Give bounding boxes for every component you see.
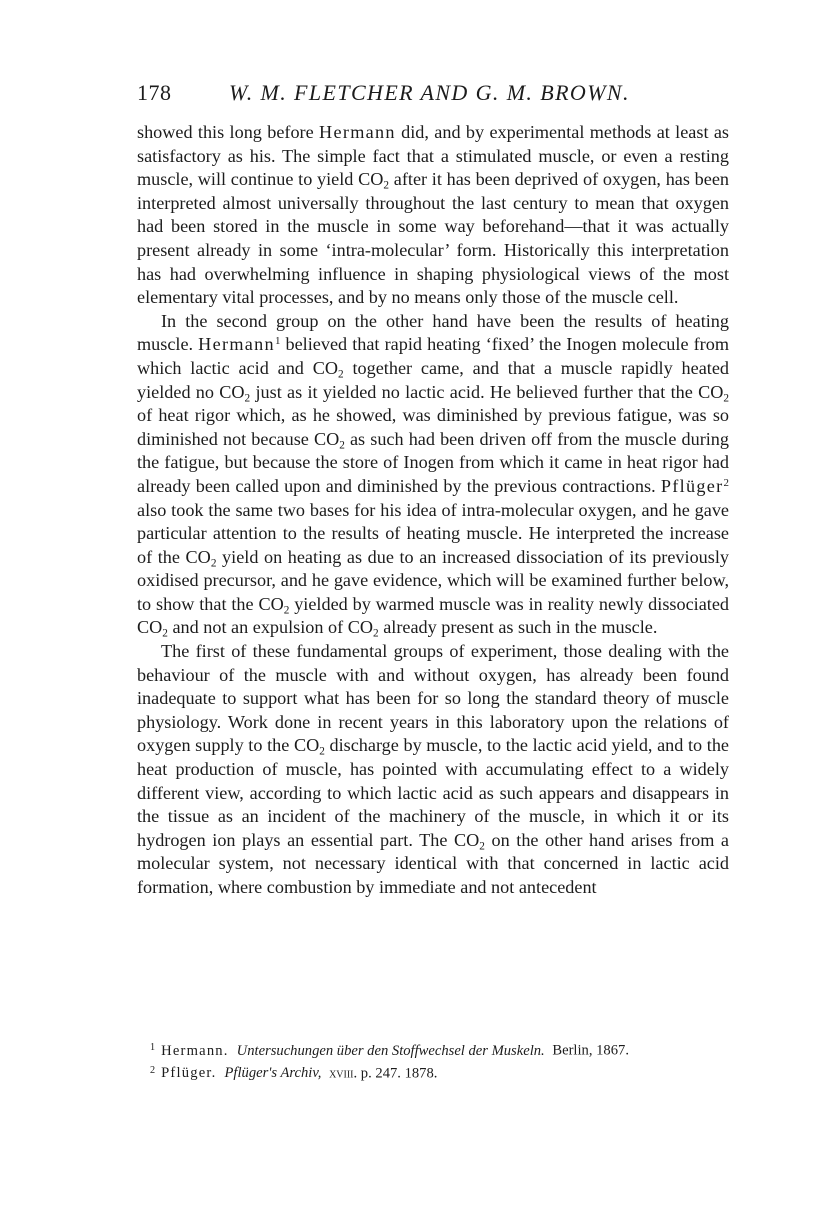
footnote-author: Pflüger. [161,1065,217,1082]
paragraph: showed this long before Hermann did, and by experimental methods at least as satisfactory as his. The simple fact that a stimulated muscle, or even a resting muscle, will continue to yield $CO_2$ after it has been deprived of oxygen, has been interpreted almost universally throughout the last century to mean that oxygen had been stored in the muscle in some way beforehand—that it was actually present already in some ‘intra-molecular’ form. Historically this interpretation has had overwhelming influence in shaping physiological views of the most elementary vital processes, and by no means only those of the muscle cell. [137,122,730,308]
footnote-ref: 2 [723,476,729,489]
footnote [150,1038,730,1061]
footnote-details: . p. 247. 1878. [353,1065,438,1082]
footnote-details: Berlin, 1867. [552,1042,629,1059]
body-text [137,121,729,900]
paragraph: The first of these fundamental groups of experiment, those dealing with the behaviour of the muscle with and without oxygen, has already been found inadequate to support what has been for so long the standard theory of muscle physiology. Work done in recent years in this laboratory upon the relations of oxygen supply to the $CO_2$ discharge by muscle, to the lactic acid yield, and to the heat production of muscle, has pointed with accumulating effect to a widely different view, according to which lactic acid as such appears and disappears in the tissue as an incident of the machinery of the muscle, in which it or its hydrogen ion plays an essential part. The $CO_2$ on the other hand arises from a molecular system, not necessary identical with that concerned in lactic acid formation, where combustion by immediate and not antecedent [137,641,730,897]
footnote-title: Untersuchungen über den Stoffwechsel der Muskeln. [236,1042,545,1059]
footnote [150,1061,730,1084]
footnote-title: Pflüger's Archiv, [224,1065,322,1082]
author-name: Hermann [319,122,396,142]
footnotes [150,1038,730,1083]
author-name: Hermann [198,334,275,355]
author-name: Pflüger [660,475,724,496]
page-header [137,78,729,108]
running-head: W. M. FLETCHER AND G. M. BROWN. [229,80,630,105]
paragraph: In the second group on the other hand have been the results of heating muscle. Hermann$^1$ believed that rapid heating ‘fixed’ the Inogen molecule from which lactic acid and $CO_2$ together came, and that a muscle rapidly heated yielded no $CO_2$ just as it yielded no lactic acid. He believed further that the $CO_2$ of heat rigor which, as he showed, was diminished by previous fatigue, was so diminished not because $CO_2$ as such had been driven off from the muscle during the fatigue, but because the store of Inogen from which it came in heat rigor had already been called upon and diminished by the previous contractions. Pflüger$^2$ also took the same two bases for his idea of intra-molecular oxygen, and he gave particular attention to the results of heating muscle. He interpreted the increase of the $CO_2$ yield on heating as due to an increased dissociation of its previously oxidised precursor, and he gave evidence, which will be examined further below, to show that the $CO_2$ yielded by warmed muscle was in reality newly dissociated $CO_2$ and not an expulsion of $CO_2$ already present as such in the muscle. [137,310,729,640]
footnote-author: Hermann. [161,1042,229,1059]
footnote-volume: xviii [329,1065,354,1082]
page-number: 178 [137,80,172,105]
footnote-marker: 1 [150,1042,156,1053]
footnote-ref: 1 [274,335,281,348]
footnote-marker: 2 [150,1064,156,1076]
